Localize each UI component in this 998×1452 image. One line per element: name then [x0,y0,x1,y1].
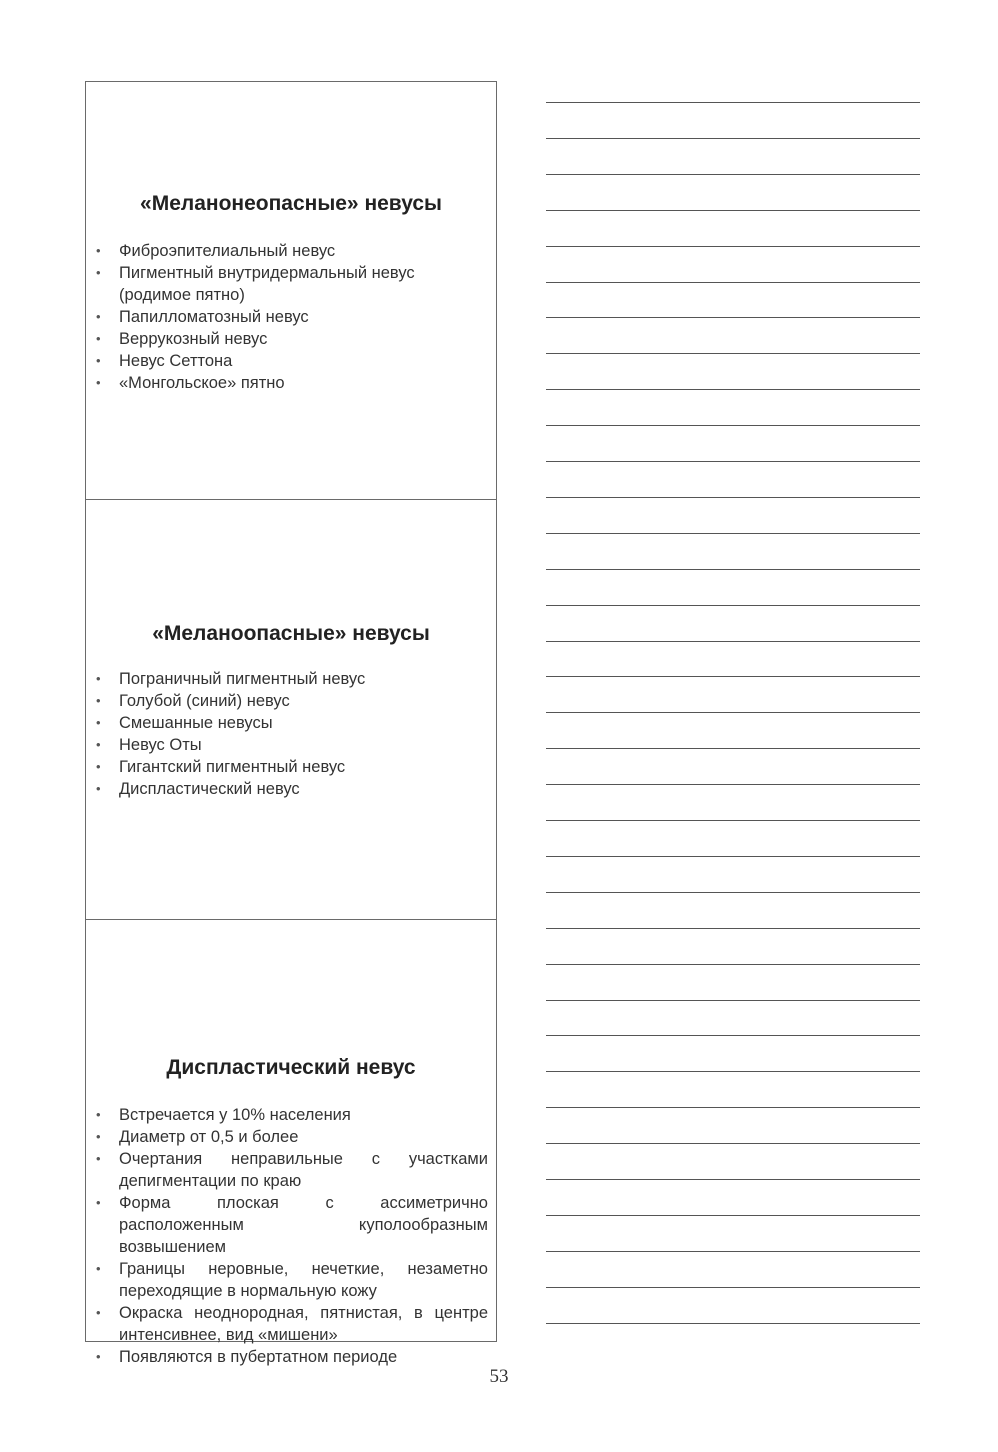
note-line [546,174,920,175]
note-line [546,1287,920,1288]
list-item: • Появляются в пубертатном периоде [92,1346,488,1368]
slides-panel [85,81,497,1366]
list-item: • Невус Оты [92,734,488,756]
notes-lines-area [546,102,920,1332]
note-line [546,748,920,749]
list-item: • Границы неровные, нечеткие, незаметно переходящие в нормальную кожу [92,1258,488,1302]
list-item: • Диспластический невус [92,778,488,800]
list-item: • Гигантский пигментный невус [92,756,488,778]
note-line [546,964,920,965]
note-line [546,461,920,462]
bullet-list [92,668,488,800]
slide-title: «Меланоопасные» невусы [152,622,430,645]
note-line [546,892,920,893]
note-line [546,820,920,821]
note-line [546,928,920,929]
bullet-list [92,240,488,394]
note-line [546,317,920,318]
list-item: • Диаметр от 0,5 и более [92,1126,488,1148]
note-line [546,282,920,283]
slide-melanoma-safe-nevi [86,82,496,500]
note-line [546,1215,920,1216]
slide-title: «Меланонеопасные» невусы [140,192,442,215]
list-item: • Голубой (синий) невус [92,690,488,712]
note-line [546,497,920,498]
note-line [546,712,920,713]
list-item: • Веррукозный невус [92,328,488,350]
list-item: • Очертания неправильные с участками депигментации по краю [92,1148,488,1192]
note-line [546,210,920,211]
note-line [546,246,920,247]
note-line [546,784,920,785]
note-line [546,1071,920,1072]
list-item: • Невус Сеттона [92,350,488,372]
list-item: • Пограничный пигментный невус [92,668,488,690]
note-line [546,102,920,103]
list-item: • Окраска неоднородная, пятнистая, в центре интенсивнее, вид «мишени» [92,1302,488,1346]
slide-title: Диспластический невус [166,1056,416,1079]
note-line [546,676,920,677]
note-line [546,856,920,857]
slide-dysplastic-nevus [86,920,496,1366]
list-item: • Фиброэпителиальный невус [92,240,488,262]
note-line [546,1251,920,1252]
list-item: • Смешанные невусы [92,712,488,734]
note-line [546,1179,920,1180]
note-line [546,1143,920,1144]
note-line [546,605,920,606]
note-line [546,533,920,534]
note-line [546,1323,920,1324]
list-item: • Форма плоская с ассиметрично расположенным куполообразным возвышением [92,1192,488,1258]
bullet-list [92,1104,488,1368]
note-line [546,1000,920,1001]
note-line [546,569,920,570]
list-item: • Пигментный внутридермальный невус (родимое пятно) [92,262,488,306]
note-line [546,353,920,354]
note-line [546,1107,920,1108]
note-line [546,1035,920,1036]
note-line [546,641,920,642]
note-line [546,389,920,390]
list-item: • «Монгольское» пятно [92,372,488,394]
note-line [546,425,920,426]
list-item: • Папилломатозный невус [92,306,488,328]
list-item: • Встречается у 10% населения [92,1104,488,1126]
slide-melanoma-risk-nevi [86,500,496,920]
note-line [546,138,920,139]
page-number: 53 [489,1366,509,1387]
